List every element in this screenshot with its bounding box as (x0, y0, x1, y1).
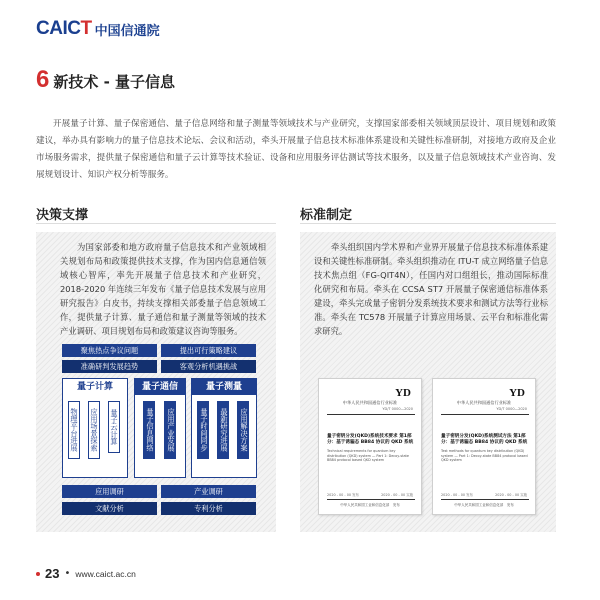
standard-document-cover (432, 378, 536, 515)
section-heading (36, 66, 175, 94)
diagram-bar: 应用调研 (62, 485, 157, 498)
diagram-bar: 提出可行策略建议 (161, 344, 256, 357)
doc-yd-mark: YD (509, 387, 525, 399)
doc-org: 中华人民共和国通信行业标准 (342, 400, 398, 405)
doc-yd-mark: YD (395, 387, 411, 399)
doc-date: 2020 - 00 - 00 发布 (327, 493, 359, 497)
diagram-bar: 准确研判发展趋势 (62, 360, 157, 373)
doc-date: 2020 - 00 - 00 发布 (441, 493, 473, 497)
standards-text: 牵头组织国内学术界和产业界开展量子信息技术标准体系建设和关键性标准研制。牵头组织推动在 ITU-T 成立网络量子信息技术焦点组（FG-QIT4N），任国内对口组组长，推动国际标准化研究和布局。牵头在 CCSA ST7 开展量子保密通信标准体系建设，牵头完成量子密钥分发系统技术要求和测试方法等行业标准。牵头在 TC578 开展量子计算应用场景、云平台和标准化需求研究。 (314, 242, 548, 336)
bullet-dot-icon (36, 572, 40, 576)
diagram-bar: 专利分析 (161, 502, 256, 515)
group-quantum-computing (62, 378, 128, 478)
logo-chinese-name: 中国信通院 (94, 23, 160, 39)
website-link[interactable]: www.caict.ac.cn (75, 568, 136, 579)
doc-subtitle: Technical requirements for quantum key distribution (QKD) system — Part 1: Decoy-state BB84 protocol based QKD system (327, 449, 409, 462)
doc-subtitle: Test methods for quantum key distribution (QKD) system — Part 1: Decoy-state BB84 protocol based QKD system (441, 449, 528, 462)
doc-title: 量子密钥分发(QKD)系统技术要求 第1部分：基于诱骗态 BB84 协议的 QKD 系统 (327, 434, 414, 445)
footer-separator: • (64, 568, 71, 579)
diagram-cell: 物理平台进展 (68, 401, 80, 459)
diagram-bar: 客观分析机遇挑战 (161, 360, 256, 373)
doc-date: 2020 - 00 - 00 实施 (381, 493, 413, 497)
group-title: 量子计算 (76, 382, 113, 392)
doc-publisher: 中华人民共和国工业和信息化部 发布 (454, 503, 514, 507)
doc-code: YD/T 0000—2020 (496, 407, 527, 411)
group-quantum-communication (134, 378, 186, 478)
page-footer (36, 566, 136, 581)
caict-logo (36, 18, 160, 40)
divider (327, 499, 415, 500)
doc-org: 中华人民共和国通信行业标准 (456, 400, 512, 405)
section-title: 新技术 - 量子信息 (53, 73, 176, 91)
intro-paragraph: 开展量子计算、量子保密通信、量子信息网络和量子测量等领域技术与产业研究，支撑国家部委相关领域顶层设计、项目规划和政策建议，举办具有影响力的量子信息技术论坛、会议和活动，牵头开展量子信息技术标准体系建设和关键性标准研制，对接地方政府及企业市场服务需求，提供量子保密通信和量子云计算等技术验证、设备和应用服务评估测试等技术服务，以及量子信息领域技术产业咨询、发展规划设计、知识产权分析等服务。 (36, 119, 556, 180)
doc-title: 量子密钥分发(QKD)系统测试方法 第1部分：基于诱骗态 BB84 协议的 QKD 系统 (441, 434, 528, 445)
divider (327, 414, 415, 415)
doc-publisher: 中华人民共和国工业和信息化部 发布 (340, 503, 400, 507)
diagram-cell: 量子时间同步 (197, 401, 209, 459)
diagram-cell: 最新研究进展 (217, 401, 229, 459)
group-quantum-measurement (191, 378, 257, 478)
standards-title: 标准制定 (300, 208, 353, 223)
decision-support-title: 决策支撑 (36, 208, 89, 223)
divider (300, 223, 556, 224)
diagram-cell: 量子云计算 (108, 401, 120, 453)
doc-date: 2020 - 00 - 00 实施 (495, 493, 527, 497)
divider (441, 414, 529, 415)
diagram-bar: 聚焦热点争议问题 (62, 344, 157, 357)
diagram-cell: 应用解决方案 (237, 401, 249, 459)
doc-code: YD/T 0000—2020 (382, 407, 413, 411)
page-number: 23 (45, 566, 60, 581)
diagram-cell: 应用场景探索 (88, 401, 100, 459)
diagram-cell: 量子信息网络 (143, 401, 155, 459)
group-title: 量子通信 (135, 379, 185, 395)
decision-support-diagram (48, 344, 264, 524)
decision-support-card (36, 232, 276, 532)
standards-card (300, 232, 556, 532)
group-title: 量子测量 (192, 379, 256, 395)
standard-document-cover (318, 378, 422, 515)
decision-support-text: 为国家部委和地方政府量子信息技术和产业领域相关规划布局和政策提供技术支撑，作为国内信息通信领域核心智库，率先开展量子信息技术和产业研究，2018-2020 年连续三年发布《量子信息技术发展与应用研究报告》白皮书，持续支撑相关部委量子信息领域工作，提供量子计算、量子通信和量子测量等领域的技术产业调研、项目规划布局和政策建议咨询等服务。 (60, 242, 266, 336)
diagram-bar: 文献分析 (62, 502, 157, 515)
logo-mark: CAICT (36, 18, 92, 39)
diagram-cell: 应用产业发展 (164, 401, 176, 459)
section-number: 6 (36, 66, 50, 93)
divider (36, 223, 276, 224)
diagram-bar: 产业调研 (161, 485, 256, 498)
divider (441, 499, 529, 500)
